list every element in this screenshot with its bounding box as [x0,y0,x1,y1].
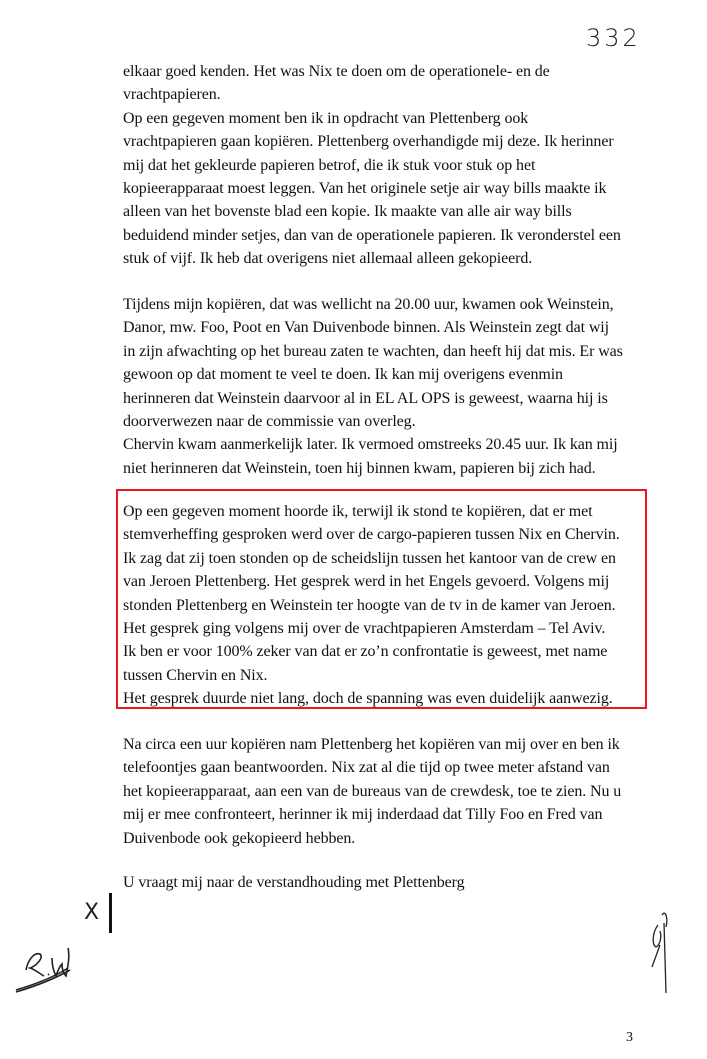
text-line: niet herinneren dat Weinstein, toen hij binnen kwam, papieren bij zich had. [123,459,596,477]
paragraph-2 [123,293,623,480]
initials-signature [6,940,86,1000]
text-line: U vraagt mij naar de verstandhouding met Plettenberg [123,874,465,891]
signature [640,905,680,995]
text-line: Ik zag dat zij toen stonden op de scheidslijn tussen het kantoor van de crew en [123,549,616,567]
text-line: alleen van het bovenste blad een kopie. Ik maakte van alle air way bills [123,203,572,221]
text-line: Het gesprek ging volgens mij over de vrachtpapieren Amsterdam – Tel Aviv. [123,620,606,638]
text-line: mij er mee confronteert, herinner ik mij inderdaad dat Tilly Foo en Fred van [123,806,603,824]
text-line: Op een gegeven moment hoorde ik, terwijl ik stond te kopiëren, dat er met [123,503,593,520]
text-line: Na circa een uur kopiëren nam Plettenberg het kopiëren van mij over en ben ik [123,736,620,753]
text-line: Danor, mw. Foo, Poot en Van Duivenbode binnen. Als Weinstein zegt dat wij [123,319,609,337]
text-line: stemverheffing gesproken werd over de cargo-papieren tussen Nix en Chervin. [123,526,620,544]
text-line: doorverwezen naar de commissie van overleg. [123,413,416,431]
text-line: vrachtpapieren. [123,86,221,104]
text-line: Het gesprek duurde niet lang, doch de spanning was even duidelijk aanwezig. [123,690,613,708]
text-line: Chervin kwam aanmerkelijk later. Ik vermoed omstreeks 20.45 uur. Ik kan mij [123,436,618,454]
text-line: Tijdens mijn kopiëren, dat was wellicht na 20.00 uur, kwamen ook Weinstein, [123,296,614,313]
text-line: Op een gegeven moment ben ik in opdracht van Plettenberg ook [123,109,529,127]
text-line: het kopieerapparaat, aan een van de bureaus van de crewdesk, toe te zien. Nu u [123,782,622,800]
text-line: vrachtpapieren gaan kopiëren. Plettenberg overhandigde mij deze. Ik herinner [123,133,614,151]
text-line: mij dat het gekleurde papieren betrof, die ik stuk voor stuk op het [123,156,536,174]
text-line: herinneren dat Weinstein daarvoor al in EL AL OPS is geweest, waarna hij is [123,389,608,407]
text-line: kopieerapparaat moest leggen. Van het originele setje air way bills maakte ik [123,180,607,198]
margin-mark-x: X [84,900,100,925]
margin-bar [109,893,112,933]
text-line: tussen Chervin en Nix. [123,666,268,684]
text-line: elkaar goed kenden. Het was Nix te doen om de operationele- en de [123,63,550,80]
paragraph-4 [123,733,621,850]
text-line: stonden Plettenberg en Weinstein ter hoogte van de tv in de kamer van Jeroen. [123,596,616,614]
text-line: Ik ben er voor 100% zeker van dat er zo’n confrontatie is geweest, met name [123,643,608,661]
text-line: Duivenbode ook gekopieerd hebben. [123,829,356,847]
paragraph-1 [123,60,621,271]
text-line: stuk of vijf. Ik heb dat overigens niet allemaal alleen gekopieerd. [123,250,533,268]
paragraph-5 [123,871,465,894]
text-line: telefoontjes gaan beantwoorden. Nix zat al die tijd op twee meter afstand van [123,759,610,777]
handwritten-page-number: 332 [586,24,641,52]
paragraph-3-highlighted [123,500,620,711]
text-line: van Jeroen Plettenberg. Het gesprek werd in het Engels gevoerd. Volgens mij [123,573,610,591]
page-number: 3 [626,1030,633,1045]
text-line: beduidend minder setjes, dan van de operationele papieren. Ik veronderstel een [123,226,621,244]
text-line: gewoon op dat moment te veel te doen. Ik kan mij overigens evenmin [123,366,563,384]
text-line: in zijn afwachting op het bureau zaten te wachten, dan heeft hij dat mis. Er was [123,342,623,360]
